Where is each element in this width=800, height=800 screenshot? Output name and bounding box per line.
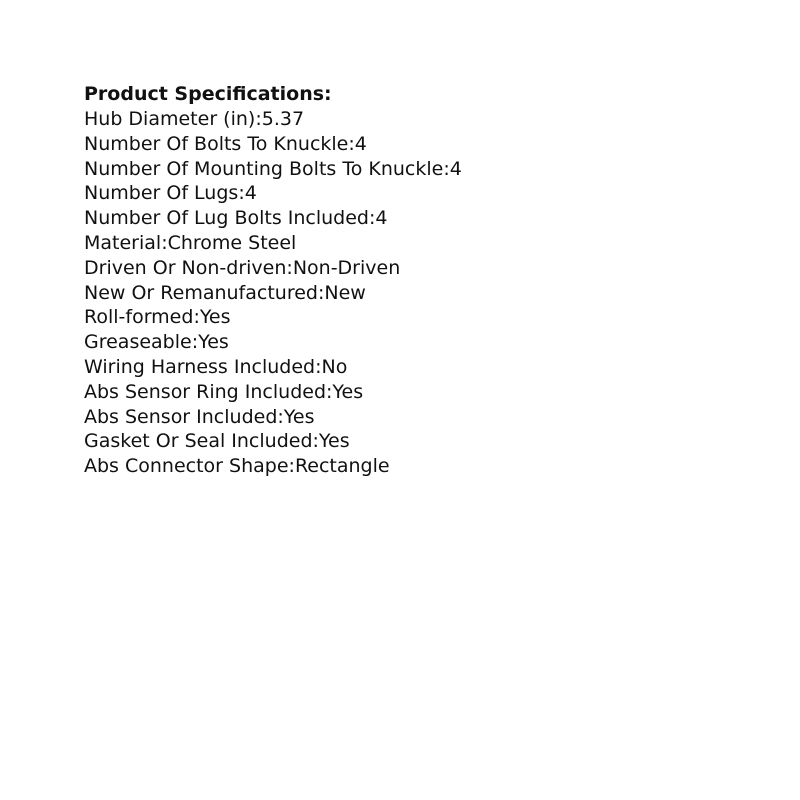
spec-value: Yes	[283, 405, 315, 428]
spec-value: 4	[375, 207, 388, 230]
spec-value: Non-Driven	[292, 256, 401, 279]
spec-value: Yes	[318, 430, 350, 453]
spec-value: Yes	[199, 306, 231, 329]
spec-value: No	[321, 355, 348, 378]
spec-label: Driven Or Non-driven	[84, 256, 287, 279]
spec-row: Driven Or Non-driven:Non-Driven	[84, 256, 401, 279]
spec-label: Gasket Or Seal Included	[84, 430, 313, 453]
spec-row: Number Of Bolts To Knuckle:4	[84, 132, 367, 155]
spec-row: Number Of Mounting Bolts To Knuckle:4	[84, 157, 462, 180]
spec-row: Greaseable:Yes	[84, 331, 229, 354]
spec-label: Number Of Bolts To Knuckle	[84, 132, 349, 155]
spec-label: Number Of Lugs	[84, 182, 239, 205]
spec-row: Roll-formed:Yes	[84, 306, 231, 329]
spec-heading: Product Specifications:	[84, 83, 332, 105]
spec-label: Abs Sensor Ring Included	[84, 380, 327, 403]
spec-label: Material	[84, 231, 162, 254]
spec-row: Material:Chrome Steel	[84, 231, 297, 254]
spec-row: Abs Sensor Ring Included:Yes	[84, 380, 364, 403]
spec-label: Greaseable	[84, 331, 192, 354]
spec-value: Yes	[332, 380, 364, 403]
spec-label: Abs Connector Shape	[84, 455, 289, 478]
product-specifications	[84, 82, 462, 479]
spec-row: Hub Diameter (in):5.37	[84, 108, 305, 130]
spec-label: Roll-formed	[84, 306, 194, 329]
spec-value: 4	[449, 157, 462, 180]
spec-row: New Or Remanufactured:New	[84, 281, 366, 304]
spec-row: Wiring Harness Included:No	[84, 355, 348, 378]
spec-row: Gasket Or Seal Included:Yes	[84, 430, 350, 453]
spec-row: Number Of Lug Bolts Included:4	[84, 207, 388, 230]
spec-value: Chrome Steel	[167, 231, 297, 254]
spec-value: Yes	[198, 331, 229, 354]
spec-label: Abs Sensor Included	[84, 405, 278, 428]
spec-label: Number Of Lug Bolts Included	[84, 207, 369, 230]
spec-value: 5.37	[261, 108, 305, 130]
spec-value: 4	[244, 182, 257, 205]
spec-value: New	[324, 281, 366, 304]
spec-label: Number Of Mounting Bolts To Knuckle	[84, 157, 444, 180]
spec-label: Hub Diameter (in)	[84, 108, 256, 130]
spec-value: 4	[354, 132, 367, 155]
spec-row: Number Of Lugs:4	[84, 182, 257, 205]
spec-list	[84, 107, 462, 479]
spec-label: New Or Remanufactured	[84, 281, 318, 304]
spec-row: Abs Sensor Included:Yes	[84, 405, 315, 428]
spec-label: Wiring Harness Included	[84, 355, 316, 378]
spec-value: Rectangle	[294, 455, 390, 478]
spec-row: Abs Connector Shape:Rectangle	[84, 455, 390, 478]
